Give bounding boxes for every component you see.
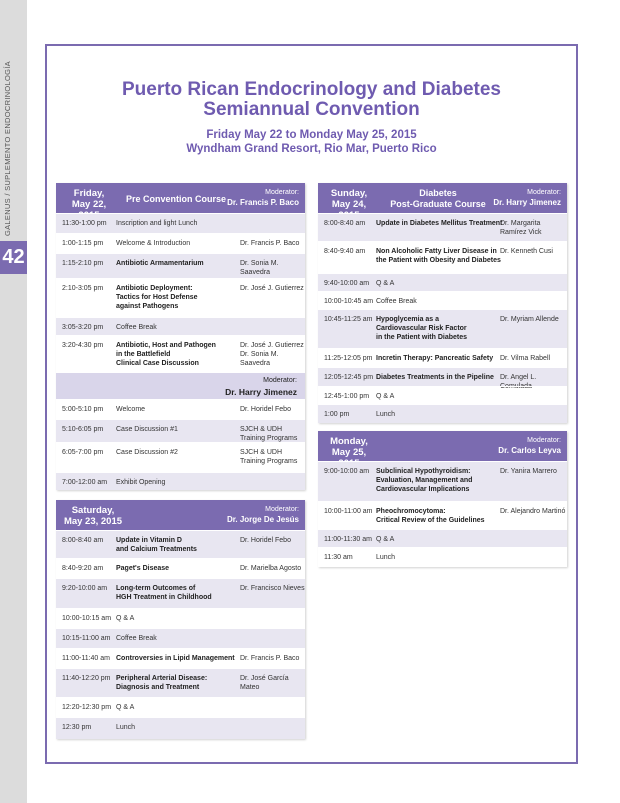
publication-label: GALENUS / SUPLEMENTO ENDOCRINOLOGÍA — [3, 61, 12, 236]
sunday-header — [318, 183, 567, 213]
table-row: 10:45-11:25 am Hypoglycemia as a Cardiovascular Risk Factor in the Patient with Diabetes Dr. Myriam Allende — [318, 309, 567, 348]
friday-date: May 22, — [71, 199, 107, 210]
page-title-line1: Puerto Rican Endocrinology and Diabetes — [121, 79, 501, 100]
friday-day: Friday, — [73, 188, 105, 199]
table-row: 3:20-4:30 pm Antibiotic, Host and Pathogen in the Battlefield Clinical Case Discussion Dr. José J. Gutierrez Dr. Sonia M. Saavedra — [56, 335, 305, 373]
table-row: 1:15-2:10 pm Antibiotic Armamentarium Dr. Sonia M. Saavedra — [56, 253, 305, 278]
monday-date: May 25, — [331, 447, 367, 458]
table-row: 1:00 pm Lunch — [318, 404, 567, 423]
monday-schedule-table — [318, 431, 567, 567]
table-row: 6:05-7:00 pm Case Discussion #2 SJCH & UDH Training Programs — [56, 442, 305, 472]
page-number: 42 — [2, 246, 25, 268]
table-row: 11:40-12:20 pm Peripheral Arterial Disease: Diagnosis and Treatment Dr. José García Mateo — [56, 668, 305, 697]
monday-moderator-label: Moderator: — [527, 437, 561, 444]
sunday-moderator-name: Dr. Harry Jimenez — [493, 198, 561, 207]
friday-moderator2-label: Moderator: — [263, 377, 297, 384]
friday-course-title: Pre Convention Course — [126, 194, 227, 204]
table-row: 12:20-12:30 pm Q & A — [56, 697, 305, 717]
saturday-schedule-table — [56, 500, 305, 739]
table-row: 10:00-10:45 am Coffee Break — [318, 291, 567, 309]
sunday-date: May 24, — [331, 199, 367, 210]
monday-moderator-name: Dr. Carlos Leyva — [498, 446, 561, 455]
table-row: 9:40-10:00 am Q & A — [318, 273, 567, 291]
saturday-header — [56, 500, 305, 530]
sunday-course-subtitle: Post-Graduate Course — [390, 199, 486, 209]
sunday-moderator-label: Moderator: — [527, 189, 561, 196]
friday-moderator-name: Dr. Francis P. Baco — [227, 198, 299, 207]
table-row: 11:25-12:05 pm Incretin Therapy: Pancreatic Safety Dr. Vilma Rabell — [318, 348, 567, 367]
table-row: 10:15-11:00 am Coffee Break — [56, 628, 305, 648]
table-row: 12:45-1:00 pm Q & A — [318, 386, 567, 404]
page-title-line2: Semiannual Convention — [203, 99, 420, 120]
table-row: 9:00-10:00 am Subclinical Hypothyroidism: Evaluation, Management and Cardiovascular Implications Dr. Yanira Marrero — [318, 461, 567, 501]
sunday-course-title: Diabetes — [419, 188, 457, 198]
table-row: 11:00-11:30 am Q & A — [318, 529, 567, 547]
event-dates: Friday May 22 to Monday May 25, 2015 — [206, 129, 417, 141]
table-row: 11:30-1:00 pm Inscription and light Lunch — [56, 213, 305, 233]
table-row: 7:00-12:00 am Exhibit Opening — [56, 472, 305, 490]
friday-moderator-label: Moderator: — [265, 189, 299, 196]
table-row: 8:00-8:40 am Update in Vitamin D and Calcium Treatments Dr. Horidel Febo — [56, 530, 305, 558]
monday-header — [318, 431, 567, 461]
table-row: 11:30 am Lunch — [318, 547, 567, 567]
sunday-day: Sunday, — [330, 188, 368, 199]
table-row: 11:00-11:40 am Controversies in Lipid Management Dr. Francis P. Baco — [56, 648, 305, 668]
table-row: 3:05-3:20 pm Coffee Break — [56, 317, 305, 335]
friday-moderator2-name: Dr. Harry Jimenez — [225, 387, 297, 397]
table-row: 9:20-10:00 am Long-term Outcomes of HGH Treatment in Childhood Dr. Francisco Nieves — [56, 578, 305, 608]
table-row: 12:05-12:45 pm Diabetes Treatments in the Pipeline Dr. Angel L. Comulada — [318, 367, 567, 386]
table-row: 10:00-11:00 am Pheochromocytoma: Critical Review of the Guidelines Dr. Alejandro Martinó — [318, 501, 567, 529]
friday-second-moderator — [56, 373, 305, 399]
saturday-moderator-name: Dr. Jorge De Jesús — [226, 515, 299, 524]
saturday-date: May 23, 2015 — [63, 516, 123, 527]
table-row: 8:40-9:20 am Paget's Disease Dr. Marielba Agosto — [56, 558, 305, 578]
table-row: 12:30 pm Lunch — [56, 717, 305, 739]
event-venue: Wyndham Grand Resort, Rio Mar, Puerto Rico — [186, 143, 437, 155]
table-row: 5:00-5:10 pm Welcome Dr. Horidel Febo — [56, 399, 305, 419]
friday-schedule-table — [56, 183, 305, 490]
sunday-schedule-table — [318, 183, 567, 423]
table-row: 10:00-10:15 am Q & A — [56, 608, 305, 628]
table-row: 1:00-1:15 pm Welcome & Introduction Dr. Francis P. Baco — [56, 233, 305, 253]
saturday-moderator-label: Moderator: — [265, 506, 299, 513]
table-row: 5:10-6:05 pm Case Discussion #1 SJCH & UDH Training Programs — [56, 419, 305, 442]
table-row: 8:00-8:40 am Update in Diabetes Mellitus Treatment Dr. Margarita Ramírez Vick — [318, 213, 567, 241]
table-row: 2:10-3:05 pm Antibiotic Deployment: Tactics for Host Defense against Pathogens Dr. José J. Gutierrez — [56, 278, 305, 317]
monday-day: Monday, — [330, 436, 368, 447]
friday-header — [56, 183, 305, 213]
table-row: 8:40-9:40 am Non Alcoholic Fatty Liver Disease in the Patient with Obesity and Diabetes Dr. Kenneth Cusi — [318, 241, 567, 273]
saturday-day: Saturday, — [71, 505, 115, 516]
